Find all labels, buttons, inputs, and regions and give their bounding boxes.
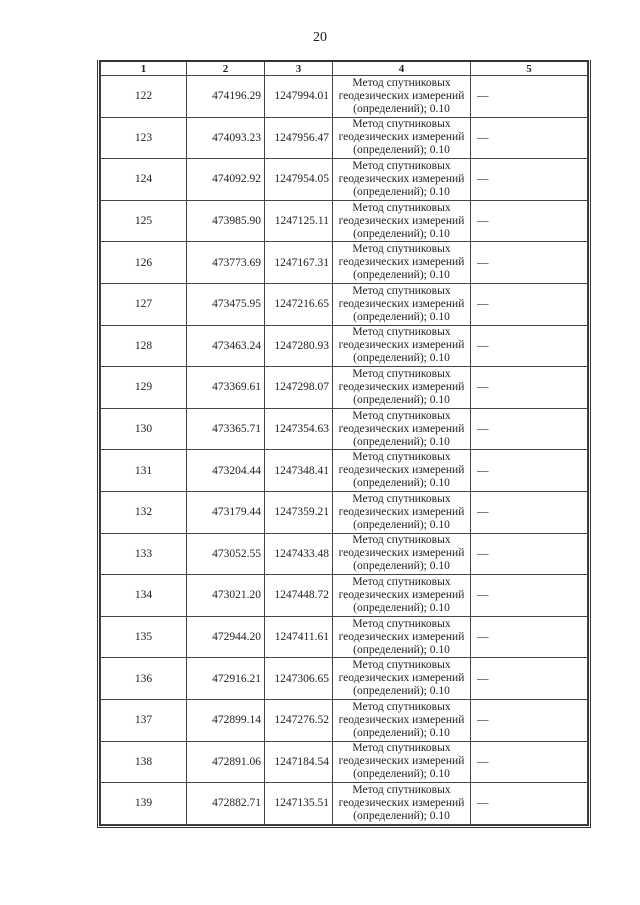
method-line-2: геодезических измерений bbox=[338, 256, 465, 269]
description-cell: — bbox=[471, 741, 588, 783]
point-number-cell: 139 bbox=[101, 783, 187, 825]
column-header-2: 2 bbox=[187, 61, 265, 76]
method-line-1: Метод спутниковых bbox=[352, 700, 451, 713]
x-coordinate-cell: 474196.29 bbox=[187, 76, 265, 118]
description-cell: — bbox=[471, 325, 588, 367]
method-line-1: Метод спутниковых bbox=[352, 284, 451, 297]
x-coordinate-cell: 472891.06 bbox=[187, 741, 265, 783]
coordinates-table-container bbox=[97, 60, 591, 828]
column-header-4: 4 bbox=[333, 61, 471, 76]
method-line-2: геодезических измерений bbox=[338, 755, 465, 768]
point-number-cell: 135 bbox=[101, 616, 187, 658]
method-line-3: (определений); 0.10 bbox=[353, 601, 450, 614]
y-coordinate-cell: 1247994.01 bbox=[265, 76, 333, 118]
table-row bbox=[101, 367, 588, 409]
page-number: 20 bbox=[313, 30, 327, 45]
column-header-5: 5 bbox=[471, 61, 588, 76]
point-number-cell: 123 bbox=[101, 117, 187, 159]
y-coordinate-cell: 1247354.63 bbox=[265, 408, 333, 450]
description-cell: — bbox=[471, 242, 588, 284]
y-coordinate-cell: 1247433.48 bbox=[265, 533, 333, 575]
method-line-3: (определений); 0.10 bbox=[353, 809, 450, 822]
y-coordinate-cell: 1247135.51 bbox=[265, 783, 333, 825]
point-number-cell: 128 bbox=[101, 325, 187, 367]
method-cell bbox=[333, 575, 471, 617]
description-cell: — bbox=[471, 408, 588, 450]
description-cell: — bbox=[471, 283, 588, 325]
x-coordinate-cell: 473985.90 bbox=[187, 200, 265, 242]
table-row bbox=[101, 616, 588, 658]
method-line-2: геодезических измерений bbox=[338, 339, 465, 352]
point-number-cell: 138 bbox=[101, 741, 187, 783]
method-line-1: Метод спутниковых bbox=[352, 575, 451, 588]
method-line-3: (определений); 0.10 bbox=[353, 643, 450, 656]
table-row bbox=[101, 491, 588, 533]
method-cell bbox=[333, 117, 471, 159]
description-cell: — bbox=[471, 491, 588, 533]
table-row bbox=[101, 533, 588, 575]
x-coordinate-cell: 473369.61 bbox=[187, 367, 265, 409]
method-line-2: геодезических измерений bbox=[338, 672, 465, 685]
y-coordinate-cell: 1247167.31 bbox=[265, 242, 333, 284]
method-line-1: Метод спутниковых bbox=[352, 243, 451, 256]
method-line-3: (определений); 0.10 bbox=[353, 435, 450, 448]
method-line-3: (определений); 0.10 bbox=[353, 185, 450, 198]
method-cell bbox=[333, 616, 471, 658]
method-line-3: (определений); 0.10 bbox=[353, 685, 450, 698]
table-row bbox=[101, 283, 588, 325]
y-coordinate-cell: 1247216.65 bbox=[265, 283, 333, 325]
method-line-2: геодезических измерений bbox=[338, 422, 465, 435]
y-coordinate-cell: 1247298.07 bbox=[265, 367, 333, 409]
table-row bbox=[101, 242, 588, 284]
method-line-3: (определений); 0.10 bbox=[353, 726, 450, 739]
method-cell bbox=[333, 367, 471, 409]
method-line-2: геодезических измерений bbox=[338, 380, 465, 393]
x-coordinate-cell: 472882.71 bbox=[187, 783, 265, 825]
method-line-3: (определений); 0.10 bbox=[353, 393, 450, 406]
x-coordinate-cell: 473773.69 bbox=[187, 242, 265, 284]
point-number-cell: 133 bbox=[101, 533, 187, 575]
y-coordinate-cell: 1247348.41 bbox=[265, 450, 333, 492]
point-number-cell: 125 bbox=[101, 200, 187, 242]
method-line-1: Метод спутниковых bbox=[352, 492, 451, 505]
y-coordinate-cell: 1247954.05 bbox=[265, 159, 333, 201]
x-coordinate-cell: 473204.44 bbox=[187, 450, 265, 492]
method-line-2: геодезических измерений bbox=[338, 796, 465, 809]
description-cell: — bbox=[471, 117, 588, 159]
method-line-2: геодезических измерений bbox=[338, 588, 465, 601]
method-line-3: (определений); 0.10 bbox=[353, 227, 450, 240]
point-number-cell: 134 bbox=[101, 575, 187, 617]
y-coordinate-cell: 1247280.93 bbox=[265, 325, 333, 367]
method-line-2: геодезических измерений bbox=[338, 713, 465, 726]
method-cell bbox=[333, 783, 471, 825]
x-coordinate-cell: 474093.23 bbox=[187, 117, 265, 159]
method-line-3: (определений); 0.10 bbox=[353, 560, 450, 573]
description-cell: — bbox=[471, 616, 588, 658]
method-line-2: геодезических измерений bbox=[338, 630, 465, 643]
method-line-1: Метод спутниковых bbox=[352, 742, 451, 755]
table-row bbox=[101, 76, 588, 118]
method-cell bbox=[333, 283, 471, 325]
method-cell bbox=[333, 533, 471, 575]
description-cell: — bbox=[471, 699, 588, 741]
point-number-cell: 126 bbox=[101, 242, 187, 284]
point-number-cell: 136 bbox=[101, 658, 187, 700]
method-line-2: геодезических измерений bbox=[338, 214, 465, 227]
method-line-1: Метод спутниковых bbox=[352, 201, 451, 214]
method-line-3: (определений); 0.10 bbox=[353, 768, 450, 781]
method-cell bbox=[333, 159, 471, 201]
y-coordinate-cell: 1247125.11 bbox=[265, 200, 333, 242]
description-cell: — bbox=[471, 76, 588, 118]
method-cell bbox=[333, 408, 471, 450]
y-coordinate-cell: 1247956.47 bbox=[265, 117, 333, 159]
method-line-2: геодезических измерений bbox=[338, 297, 465, 310]
x-coordinate-cell: 472899.14 bbox=[187, 699, 265, 741]
y-coordinate-cell: 1247448.72 bbox=[265, 575, 333, 617]
method-line-1: Метод спутниковых bbox=[352, 659, 451, 672]
method-line-1: Метод спутниковых bbox=[352, 367, 451, 380]
column-header-3: 3 bbox=[265, 61, 333, 76]
method-line-2: геодезических измерений bbox=[338, 131, 465, 144]
x-coordinate-cell: 472916.21 bbox=[187, 658, 265, 700]
table-row bbox=[101, 117, 588, 159]
point-number-cell: 122 bbox=[101, 76, 187, 118]
table-row bbox=[101, 575, 588, 617]
method-line-3: (определений); 0.10 bbox=[353, 352, 450, 365]
method-line-1: Метод спутниковых bbox=[352, 76, 451, 89]
table-row bbox=[101, 325, 588, 367]
column-header-1: 1 bbox=[101, 61, 187, 76]
coordinates-table bbox=[100, 60, 588, 825]
method-cell bbox=[333, 242, 471, 284]
table-row bbox=[101, 658, 588, 700]
method-line-3: (определений); 0.10 bbox=[353, 144, 450, 157]
y-coordinate-cell: 1247276.52 bbox=[265, 699, 333, 741]
table-row bbox=[101, 200, 588, 242]
table-row bbox=[101, 450, 588, 492]
description-cell: — bbox=[471, 450, 588, 492]
method-line-1: Метод спутниковых bbox=[352, 451, 451, 464]
description-cell: — bbox=[471, 783, 588, 825]
method-line-1: Метод спутниковых bbox=[352, 118, 451, 131]
method-line-3: (определений); 0.10 bbox=[353, 102, 450, 115]
description-cell: — bbox=[471, 159, 588, 201]
method-cell bbox=[333, 76, 471, 118]
method-line-3: (определений); 0.10 bbox=[353, 310, 450, 323]
x-coordinate-cell: 473475.95 bbox=[187, 283, 265, 325]
x-coordinate-cell: 473463.24 bbox=[187, 325, 265, 367]
method-line-1: Метод спутниковых bbox=[352, 159, 451, 172]
description-cell: — bbox=[471, 200, 588, 242]
table-row bbox=[101, 408, 588, 450]
method-line-3: (определений); 0.10 bbox=[353, 518, 450, 531]
point-number-cell: 137 bbox=[101, 699, 187, 741]
table-row bbox=[101, 741, 588, 783]
x-coordinate-cell: 473052.55 bbox=[187, 533, 265, 575]
y-coordinate-cell: 1247306.65 bbox=[265, 658, 333, 700]
method-line-3: (определений); 0.10 bbox=[353, 269, 450, 282]
method-cell bbox=[333, 200, 471, 242]
method-line-1: Метод спутниковых bbox=[352, 326, 451, 339]
description-cell: — bbox=[471, 533, 588, 575]
method-cell bbox=[333, 699, 471, 741]
point-number-cell: 130 bbox=[101, 408, 187, 450]
table-body bbox=[101, 76, 588, 825]
method-line-2: геодезических измерений bbox=[338, 464, 465, 477]
method-line-3: (определений); 0.10 bbox=[353, 477, 450, 490]
description-cell: — bbox=[471, 658, 588, 700]
y-coordinate-cell: 1247184.54 bbox=[265, 741, 333, 783]
table-row bbox=[101, 699, 588, 741]
header-row bbox=[101, 61, 588, 76]
description-cell: — bbox=[471, 575, 588, 617]
method-line-2: геодезических измерений bbox=[338, 89, 465, 102]
description-cell: — bbox=[471, 367, 588, 409]
method-line-1: Метод спутниковых bbox=[352, 783, 451, 796]
method-line-2: геодезических измерений bbox=[338, 172, 465, 185]
x-coordinate-cell: 473179.44 bbox=[187, 491, 265, 533]
method-cell bbox=[333, 491, 471, 533]
x-coordinate-cell: 473365.71 bbox=[187, 408, 265, 450]
point-number-cell: 132 bbox=[101, 491, 187, 533]
method-cell bbox=[333, 741, 471, 783]
method-line-1: Метод спутниковых bbox=[352, 534, 451, 547]
y-coordinate-cell: 1247411.61 bbox=[265, 616, 333, 658]
method-line-2: геодезических измерений bbox=[338, 505, 465, 518]
point-number-cell: 124 bbox=[101, 159, 187, 201]
point-number-cell: 129 bbox=[101, 367, 187, 409]
y-coordinate-cell: 1247359.21 bbox=[265, 491, 333, 533]
table-row bbox=[101, 783, 588, 825]
x-coordinate-cell: 473021.20 bbox=[187, 575, 265, 617]
method-line-1: Метод спутниковых bbox=[352, 617, 451, 630]
method-cell bbox=[333, 450, 471, 492]
x-coordinate-cell: 472944.20 bbox=[187, 616, 265, 658]
point-number-cell: 127 bbox=[101, 283, 187, 325]
x-coordinate-cell: 474092.92 bbox=[187, 159, 265, 201]
method-line-1: Метод спутниковых bbox=[352, 409, 451, 422]
method-cell bbox=[333, 325, 471, 367]
method-cell bbox=[333, 658, 471, 700]
table-row bbox=[101, 159, 588, 201]
point-number-cell: 131 bbox=[101, 450, 187, 492]
method-line-2: геодезических измерений bbox=[338, 547, 465, 560]
